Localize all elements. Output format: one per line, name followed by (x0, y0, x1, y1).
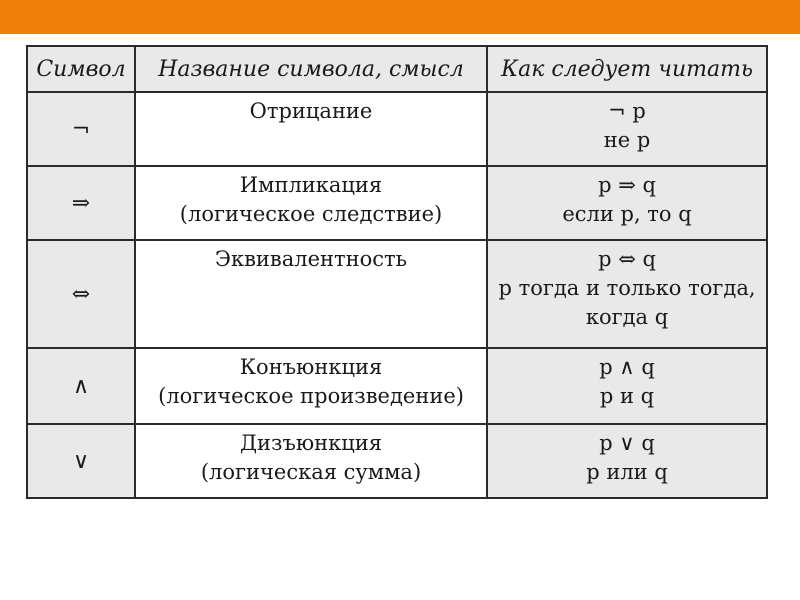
symbol-cell: ⇒ (27, 166, 135, 240)
read-cell (487, 424, 767, 498)
name-line: Импликация (239, 173, 383, 197)
symbol-cell: ∧ (27, 348, 135, 424)
name-cell (135, 348, 487, 424)
read-cell (487, 240, 767, 348)
table-row-conjunction (27, 348, 767, 424)
name-line: (логическое следствие) (179, 202, 443, 226)
read-line: не p (603, 128, 651, 152)
header-how-to-read: Как следует читать (487, 46, 767, 92)
table-header-row (27, 46, 767, 92)
symbol-cell: ∨ (27, 424, 135, 498)
logic-symbols-table (26, 45, 768, 499)
read-cell (487, 348, 767, 424)
read-cell (487, 92, 767, 166)
read-line: если p, то q (562, 202, 692, 226)
read-line: p и q (599, 384, 655, 408)
read-line: p ⇒ q (598, 173, 656, 197)
read-line: ¬ p (608, 99, 646, 123)
table-row-negation (27, 92, 767, 166)
table-row-disjunction (27, 424, 767, 498)
header-symbol: Символ (27, 46, 135, 92)
name-cell (135, 424, 487, 498)
name-cell (135, 92, 487, 166)
name-line: (логическая сумма) (200, 460, 422, 484)
name-line: Конъюнкция (239, 355, 383, 379)
read-line: p или q (586, 460, 668, 484)
name-cell (135, 166, 487, 240)
read-cell (487, 166, 767, 240)
header-name-meaning: Название символа, смысл (135, 46, 487, 92)
name-line: Дизъюнкция (239, 431, 383, 455)
read-line: p ⇔ q (598, 247, 656, 271)
table-row-equivalence (27, 240, 767, 348)
read-line: p ∨ q (599, 431, 655, 455)
read-line: p тогда и только тогда, (498, 276, 756, 300)
name-cell (135, 240, 487, 348)
name-line: (логическое произведение) (158, 384, 464, 408)
top-accent-bar (0, 0, 800, 34)
name-line: Отрицание (249, 99, 373, 123)
read-line: p ∧ q (599, 355, 655, 379)
symbol-cell: ⇔ (27, 240, 135, 348)
name-line: Эквивалентность (214, 247, 408, 271)
symbol-cell: ¬ (27, 92, 135, 166)
read-line: когда q (585, 305, 669, 329)
table-row-implication (27, 166, 767, 240)
